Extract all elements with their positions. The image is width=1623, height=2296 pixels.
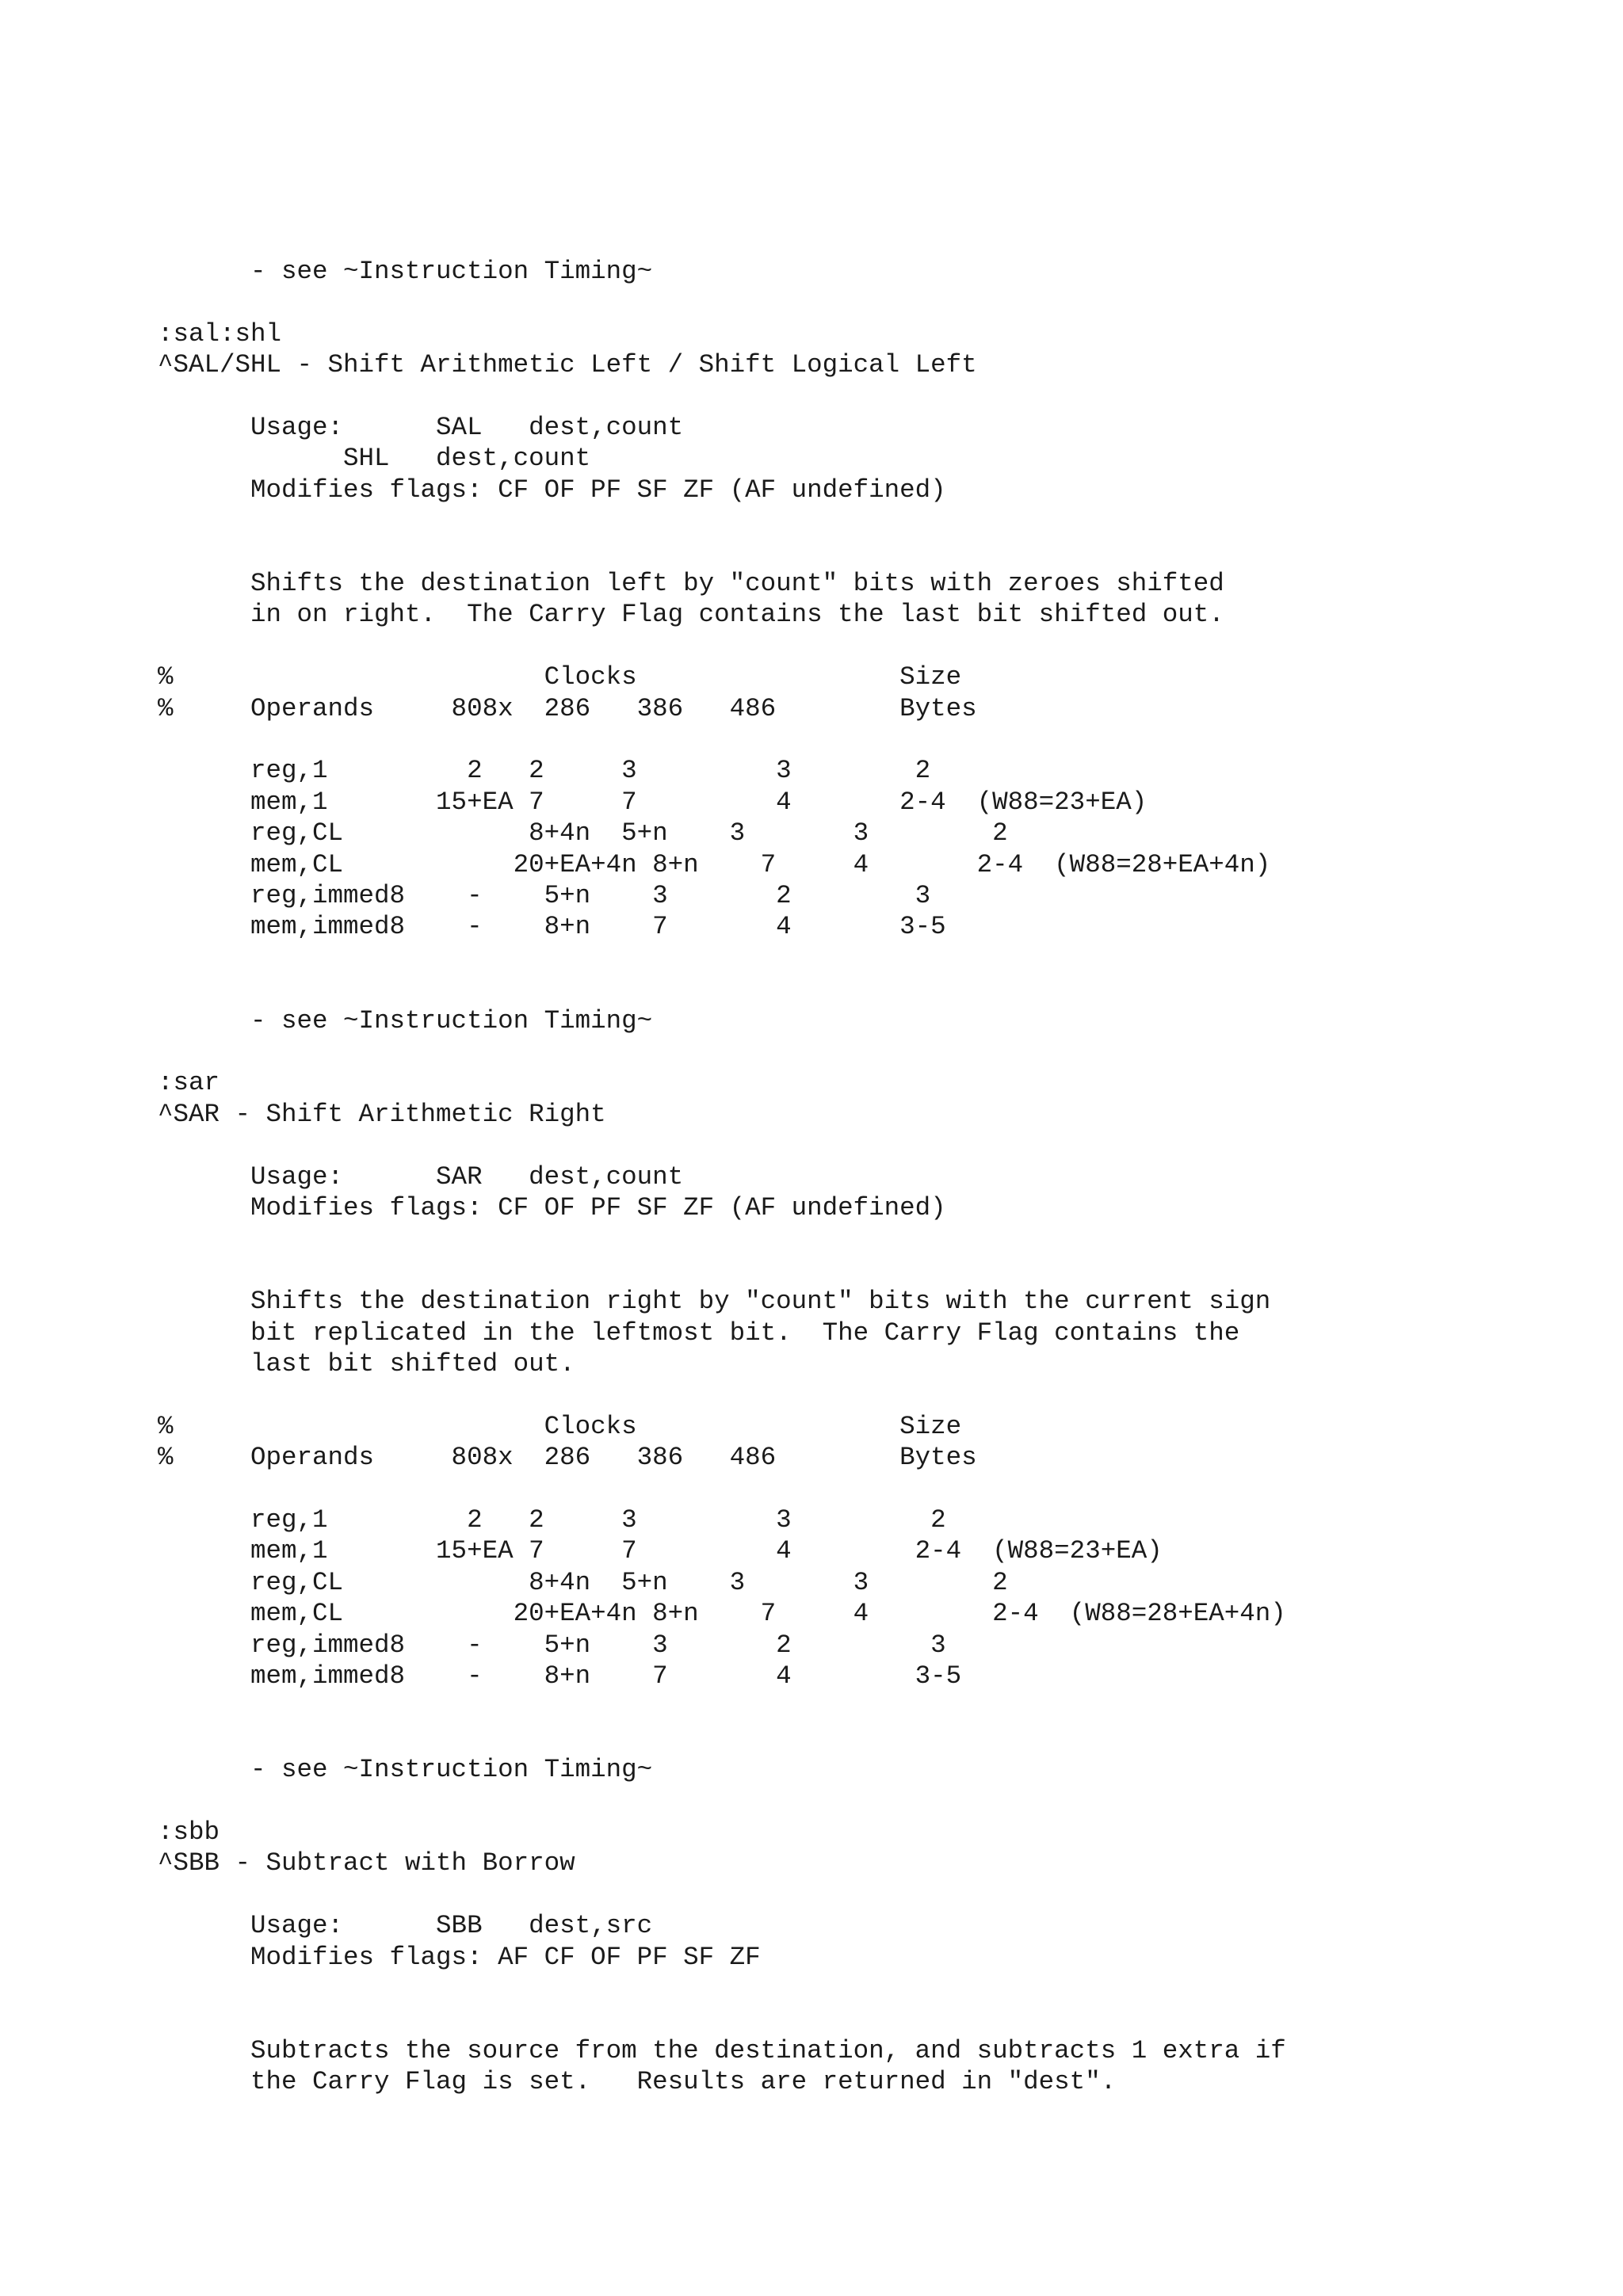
text-line: reg,1 2 2 3 3 2 [158, 756, 931, 786]
text-line: :sar [158, 1068, 220, 1098]
text-line: :sal:shl [158, 318, 282, 349]
text-line: - see ~Instruction Timing~ [158, 257, 653, 286]
text-line: Usage: SAR dest,count [158, 1161, 684, 1192]
text-line: reg,1 2 2 3 3 2 [158, 1505, 946, 1535]
text-line: Modifies flags: AF CF OF PF SF ZF [158, 1942, 761, 1972]
text-line: Shifts the destination left by "count" bits with zeroes shifted [158, 569, 1224, 598]
text-line: Subtracts the source from the destination, and subtracts 1 extra if [158, 2035, 1286, 2065]
text-line: mem,1 15+EA 7 7 4 2-4 (W88=23+EA) [158, 1536, 1163, 1566]
text-line: % Operands 808x 286 386 486 Bytes [158, 693, 977, 723]
text-line: % Clocks Size [158, 1411, 962, 1441]
text-line: reg,immed8 - 5+n 3 2 3 [158, 881, 931, 910]
text-line: mem,1 15+EA 7 7 4 2-4 (W88=23+EA) [158, 787, 1148, 817]
text-line: reg,immed8 - 5+n 3 2 3 [158, 1630, 946, 1660]
text-line: % Clocks Size [158, 662, 962, 692]
text-line: in on right. The Carry Flag contains the last bit shifted out. [158, 600, 1224, 630]
text-line: Modifies flags: CF OF PF SF ZF (AF undefined) [158, 1193, 946, 1222]
text-line: mem,immed8 - 8+n 7 4 3-5 [158, 912, 946, 942]
text-line: the Carry Flag is set. Results are returned in "dest". [158, 2067, 1117, 2097]
text-line: ^SAR - Shift Arithmetic Right [158, 1099, 606, 1129]
text-line: ^SBB - Subtract with Borrow [158, 1848, 575, 1878]
text-line: ^SAL/SHL - Shift Arithmetic Left / Shift Logical Left [158, 350, 977, 380]
text-line: mem,CL 20+EA+4n 8+n 7 4 2-4 (W88=28+EA+4n) [158, 1599, 1286, 1629]
text-line: Usage: SBB dest,src [158, 1911, 653, 1941]
text-line: bit replicated in the leftmost bit. The Carry Flag contains the [158, 1318, 1240, 1348]
text-line: :sbb [158, 1817, 220, 1847]
text-line: reg,CL 8+4n 5+n 3 3 2 [158, 1567, 1008, 1597]
text-line: last bit shifted out. [158, 1349, 575, 1379]
text-line: mem,CL 20+EA+4n 8+n 7 4 2-4 (W88=28+EA+4n) [158, 849, 1271, 879]
text-line: % Operands 808x 286 386 486 Bytes [158, 1443, 977, 1473]
text-line: reg,CL 8+4n 5+n 3 3 2 [158, 818, 1008, 849]
text-line: - see ~Instruction Timing~ [158, 1005, 653, 1035]
text-line: SHL dest,count [158, 444, 591, 474]
text-line: mem,immed8 - 8+n 7 4 3-5 [158, 1661, 962, 1691]
text-line: - see ~Instruction Timing~ [158, 1755, 653, 1785]
text-line: Usage: SAL dest,count [158, 413, 684, 442]
text-line: Modifies flags: CF OF PF SF ZF (AF undefined) [158, 475, 946, 505]
text-line: Shifts the destination right by "count" bits with the current sign [158, 1287, 1271, 1317]
